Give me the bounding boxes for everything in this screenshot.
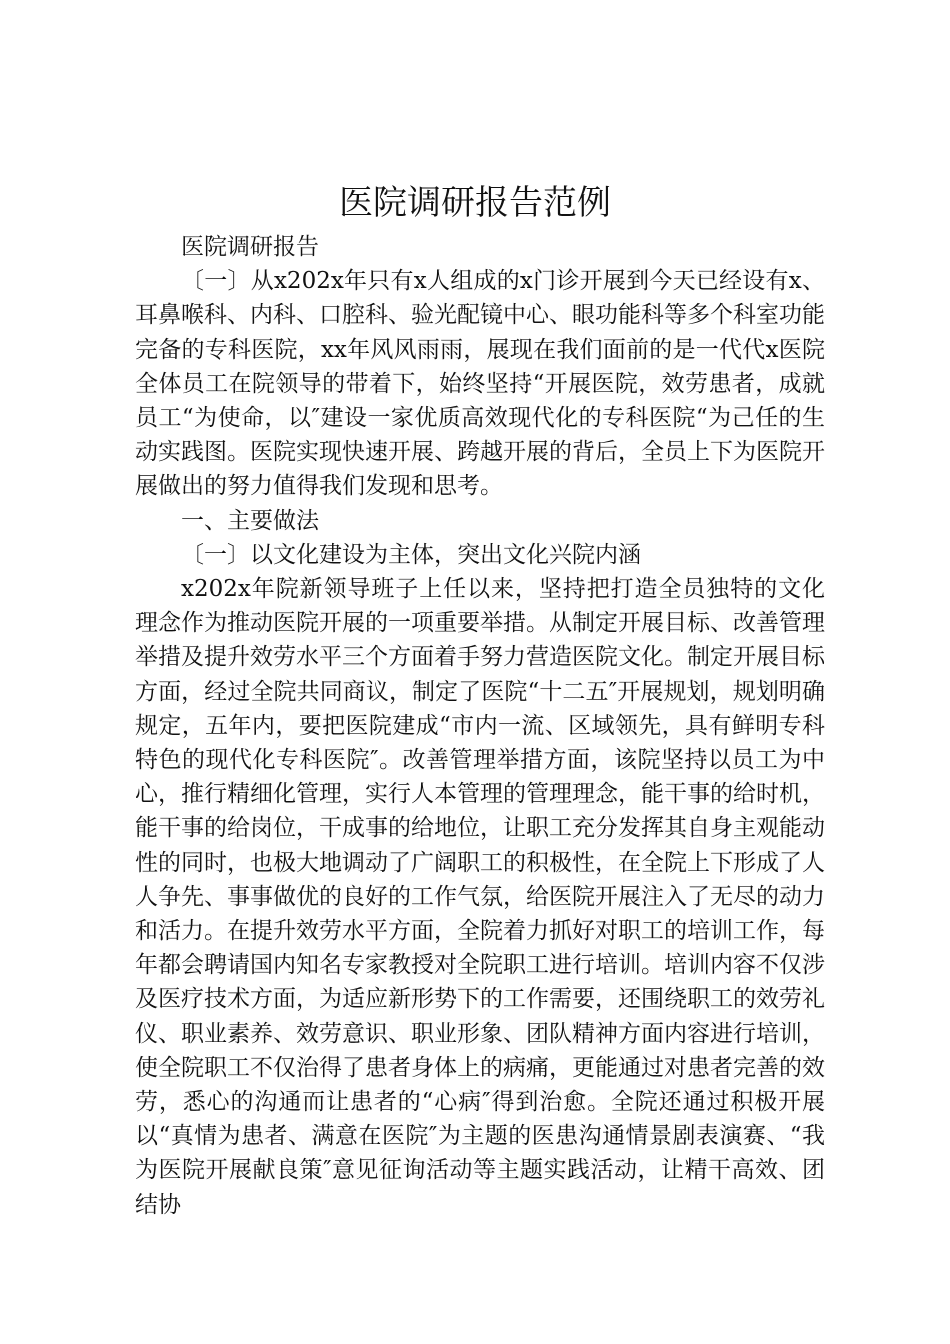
- document-title: 医院调研报告范例: [339, 183, 611, 223]
- paragraph-subtitle: 医院调研报告: [181, 234, 319, 260]
- subsection-heading: 〔一〕以文化建设为主体，突出文化兴院内涵: [181, 541, 641, 568]
- document-body: [135, 230, 825, 1222]
- paragraph-body: x202x年院新领导班子上任以来，坚持把打造全员独特的文化理念作为推动医院开展的一项重要举措。从制定开展目标、改善管理举措及提升效劳水平三个方面着手努力营造医院文化。制定开展目标方面，经过全院共同商议，制定了医院“十二五″开展规划，规划明确规定，五年内，要把医院建成“市内一流、区域领先，具有鲜明专科特色的现代化专科医院″。改善管理举措方面，该院坚持以员工为中心，推行精细化管理，实行人本管理的管理理念，能干事的给时机，能干事的给岗位，干成事的给地位，让职工充分发挥其自身主观能动性的同时，也极大地调动了广阔职工的积极性，在全院上下形成了人人争先、事事做优的良好的工作气氛，给医院开展注入了无尽的动力和活力。在提升效劳水平方面，全院着力抓好对职工的培训工作，每年都会聘请国内知名专家教授对全院职工进行培训。培训内容不仅涉及医疗技术方面，为适应新形势下的工作需要，还围绕职工的效劳礼仪、职业素养、效劳意识、职业形象、团队精神方面内容进行培训，使全院职工不仅治得了患者身体上的病痛，更能通过对患者完善的效劳，悉心的沟通而让患者的“心病″得到治愈。全院还通过积极开展以“真情为患者、满意在医院″为主题的医患沟通情景剧表演赛、“我为医院开展献良策″意见征询活动等主题实践活动，让精干高效、团结协: [135, 576, 825, 1218]
- section-heading: 一、主要做法: [181, 507, 319, 534]
- paragraph-intro: 〔一〕从x202x年只有x人组成的x门诊开展到今天已经设有x、耳鼻喉科、内科、口腔科、验光配镜中心、眼功能科等多个科室功能完备的专科医院，xx年风风雨雨，展现在我们面前的是一代代x医院全体员工在院领导的带着下，始终坚持“开展医院，效劳患者，成就员工“为使命，以″建设一家优质高效现代化的专科医院“为己任的生动实践图。医院实现快速开展、跨越开展的背后，全员上下为医院开展做出的努力值得我们发现和思考。: [135, 268, 825, 500]
